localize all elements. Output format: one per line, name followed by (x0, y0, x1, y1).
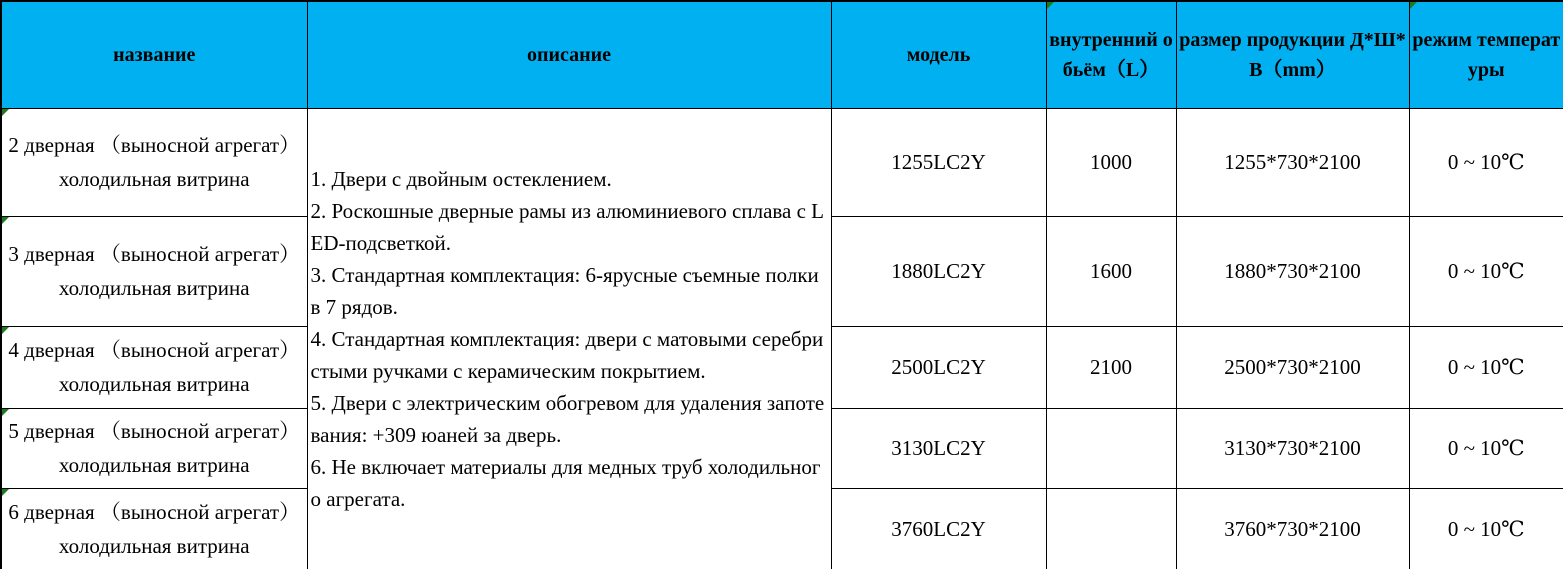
header-label-description: описание (526, 43, 612, 66)
error-indicator-icon (2, 327, 9, 334)
cell-model-row2[interactable] (831, 216, 1046, 326)
cell-size-row2[interactable] (1176, 216, 1409, 326)
description-item: 3. Стандартная комплектация: 6-ярусные съемные полки в 7 рядов. (310, 262, 819, 319)
header-label-size: размер продукции Д*Ш*В（mm） (1179, 28, 1406, 81)
cell-name-row1[interactable] (1, 108, 307, 216)
cell-volume-row5[interactable] (1046, 488, 1176, 569)
cell-model-row4[interactable] (831, 408, 1046, 488)
cell-size-row3[interactable] (1176, 326, 1409, 408)
header-cell-model[interactable] (831, 1, 1046, 108)
error-indicator-icon (2, 489, 9, 496)
product-name: 6 дверная （выносной агрегат） холодильная витрина (8, 499, 301, 558)
temperature-value: 0 ~ 10℃ (1447, 355, 1525, 379)
cell-name-row3[interactable] (1, 326, 307, 408)
cell-name-row2[interactable] (1, 216, 307, 326)
header-label-model: модель (906, 43, 971, 66)
cell-description-merged[interactable] (307, 108, 831, 569)
error-indicator-icon (1047, 2, 1054, 9)
volume-value: 1000 (1090, 150, 1132, 174)
error-indicator-icon (2, 217, 9, 224)
header-label-name: название (113, 43, 196, 66)
temperature-value: 0 ~ 10℃ (1447, 516, 1525, 541)
description-item: 1. Двери с двойным остеклением. (310, 166, 612, 191)
cell-name-row5[interactable] (1, 488, 307, 569)
header-cell-volume[interactable] (1046, 1, 1176, 108)
cell-temperature-row4[interactable] (1409, 408, 1563, 488)
volume-value: 2100 (1090, 355, 1132, 379)
cell-temperature-row3[interactable] (1409, 326, 1563, 408)
model-value: 3760LC2Y (891, 516, 986, 541)
header-label-volume: внутренний обьём（L） (1049, 28, 1173, 81)
cell-temperature-row2[interactable] (1409, 216, 1563, 326)
header-cell-name[interactable] (1, 1, 307, 108)
product-name: 2 дверная （выносной агрегат） холодильная витрина (8, 133, 301, 191)
error-indicator-icon (1410, 2, 1417, 9)
cell-size-row1[interactable] (1176, 108, 1409, 216)
cell-size-row4[interactable] (1176, 408, 1409, 488)
header-cell-description[interactable] (307, 1, 831, 108)
size-value: 1255*730*2100 (1224, 150, 1361, 174)
table-row (1, 108, 1563, 216)
header-label-temperature: режим температуры (1412, 28, 1561, 81)
cell-size-row5[interactable] (1176, 488, 1409, 569)
cell-volume-row1[interactable] (1046, 108, 1176, 216)
model-value: 2500LC2Y (891, 355, 986, 379)
model-value: 3130LC2Y (891, 436, 986, 460)
cell-volume-row4[interactable] (1046, 408, 1176, 488)
product-name: 4 дверная （выносной агрегат） холодильная витрина (8, 338, 301, 396)
cell-model-row3[interactable] (831, 326, 1046, 408)
model-value: 1255LC2Y (891, 150, 986, 174)
product-name: 5 дверная （выносной агрегат） холодильная витрина (8, 419, 301, 477)
model-value: 1880LC2Y (891, 259, 986, 283)
header-row (1, 1, 1563, 108)
description-item: 5. Двери с электрическим обогревом для удаления запотевания: +309 юаней за дверь. (310, 390, 825, 447)
product-name: 3 дверная （выносной агрегат） холодильная витрина (8, 242, 301, 300)
temperature-value: 0 ~ 10℃ (1447, 259, 1525, 283)
description-item: 2. Роскошные дверные рамы из алюминиевого сплава с LED-подсветкой. (310, 198, 824, 255)
description-item: 6. Не включает материалы для медных труб холодильного агрегата. (310, 454, 821, 511)
cell-temperature-row5[interactable] (1409, 488, 1563, 569)
cell-model-row5[interactable] (831, 488, 1046, 569)
temperature-value: 0 ~ 10℃ (1447, 436, 1525, 460)
size-value: 3130*730*2100 (1224, 436, 1361, 460)
size-value: 2500*730*2100 (1224, 355, 1361, 379)
header-cell-temperature[interactable] (1409, 1, 1563, 108)
cell-name-row4[interactable] (1, 408, 307, 488)
temperature-value: 0 ~ 10℃ (1447, 150, 1525, 174)
error-indicator-icon (2, 409, 9, 416)
cell-volume-row2[interactable] (1046, 216, 1176, 326)
volume-value: 1600 (1090, 259, 1132, 283)
header-cell-size[interactable] (1176, 1, 1409, 108)
size-value: 3760*730*2100 (1224, 516, 1361, 541)
description-item: 4. Стандартная комплектация: двери с матовыми серебристыми ручками с керамическим покрытием. (310, 326, 824, 383)
error-indicator-icon (2, 109, 9, 116)
cell-volume-row3[interactable] (1046, 326, 1176, 408)
cell-model-row1[interactable] (831, 108, 1046, 216)
cell-temperature-row1[interactable] (1409, 108, 1563, 216)
size-value: 1880*730*2100 (1224, 259, 1361, 283)
